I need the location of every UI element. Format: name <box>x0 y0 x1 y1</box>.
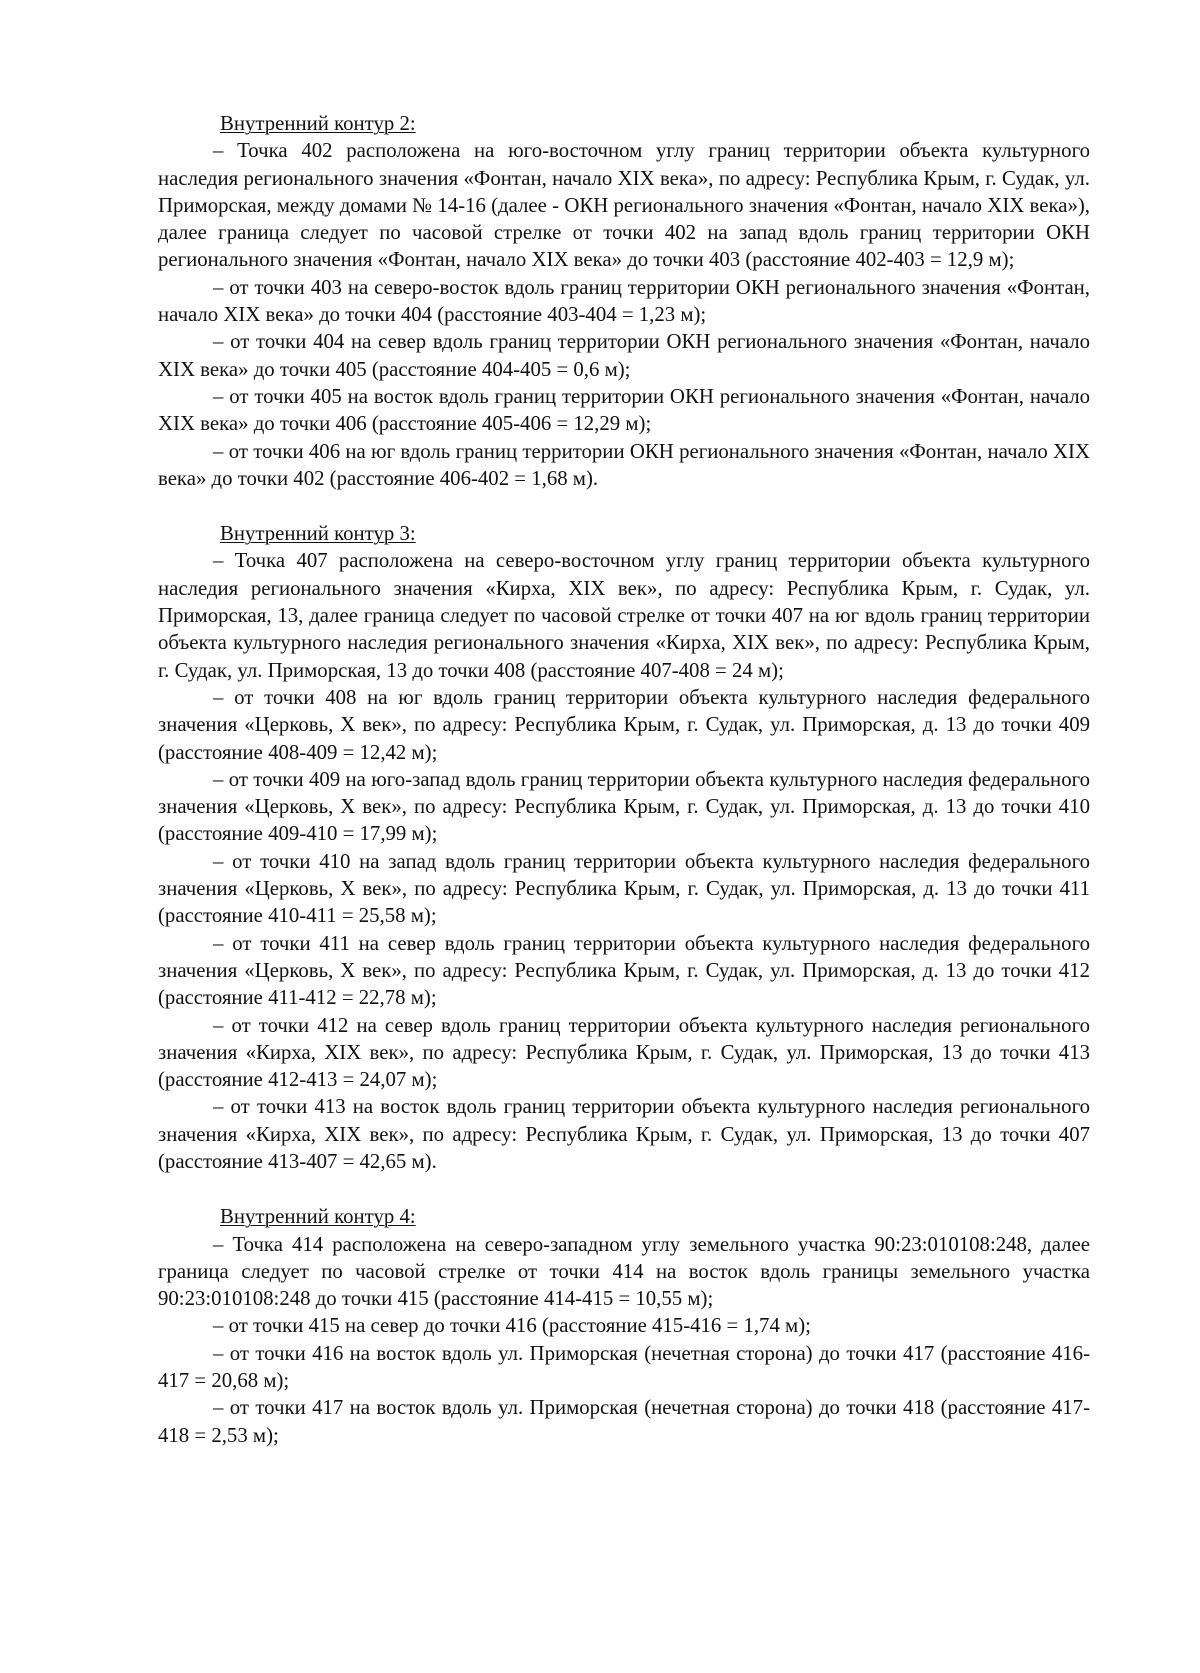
paragraph: – от точки 405 на восток вдоль границ территории ОКН регионального значения «Фонтан, начало XIX века» до точки 406 (расстояние 405-406 = 12,29 м); <box>158 384 1090 436</box>
paragraph: – от точки 403 на северо-восток вдоль границ территории ОКН регионального значения «Фонтан, начало XIX века» до точки 404 (расстояние 403-404 = 1,23 м); <box>158 275 1090 327</box>
section-inner-contour-4 <box>158 1203 1090 1449</box>
paragraph: – от точки 408 на юг вдоль границ территории объекта культурного наследия федерального значения «Церковь, X век», по адресу: Республика Крым, г. Судак, ул. Приморская, д. 13 до точки 409 (расстояние 408-409 = 12,42 м); <box>158 685 1090 764</box>
paragraph: – Точка 407 расположена на северо-восточном углу границ территории объекта культурного наследия регионального значения «Кирха, XIX век», по адресу: Республика Крым, г. Судак, ул. Приморская, 13, далее граница следует по часовой стрелке от точки 407 на юг вдоль границ территории объекта культурного наследия регионального значения «Кирха, XIX век», по адресу: Республика Крым, г. Судак, ул. Приморская, 13 до точки 408 (расстояние 407-408 = 24 м); <box>158 549 1090 682</box>
paragraph: – от точки 409 на юго-запад вдоль границ территории объекта культурного наследия федерального значения «Церковь, X век», по адресу: Республика Крым, г. Судак, ул. Приморская, д. 13 до точки 410 (расстояние 409-410 = 17,99 м); <box>158 767 1090 846</box>
paragraph: – от точки 411 на север вдоль границ территории объекта культурного наследия федерального значения «Церковь, X век», по адресу: Республика Крым, г. Судак, ул. Приморская, д. 13 до точки 412 (расстояние 411-412 = 22,78 м); <box>158 931 1090 1010</box>
paragraph: – от точки 417 на восток вдоль ул. Приморская (нечетная сторона) до точки 418 (расстояние 417-418 = 2,53 м); <box>158 1396 1090 1447</box>
paragraph: – от точки 413 на восток вдоль границ территории объекта культурного наследия регионального значения «Кирха, XIX век», по адресу: Республика Крым, г. Судак, ул. Приморская, 13 до точки 407 (расстояние 413-407 = 42,65 м). <box>158 1095 1090 1173</box>
section-heading: Внутренний контур 3: <box>220 522 416 546</box>
paragraph: – от точки 416 на восток вдоль ул. Приморская (нечетная сторона) до точки 417 (расстояние 416-417 = 20,68 м); <box>158 1341 1090 1393</box>
document-body <box>158 110 1090 1449</box>
paragraph: – от точки 415 на север до точки 416 (расстояние 415-416 = 1,74 м); <box>213 1314 811 1338</box>
paragraph: – от точки 406 на юг вдоль границ территории ОКН регионального значения «Фонтан, начало XIX века» до точки 402 (расстояние 406-402 = 1,68 м). <box>158 439 1090 490</box>
paragraph: – Точка 414 расположена на северо-западном углу земельного участка 90:23:010108:248, далее граница следует по часовой стрелке от точки 414 на восток вдоль границы земельного участка 90:23:010108:248 до точки 415 (расстояние 414-415 = 10,55 м); <box>158 1232 1090 1311</box>
section-inner-contour-3 <box>158 520 1090 1175</box>
paragraph: – от точки 412 на север вдоль границ территории объекта культурного наследия регионального значения «Кирха, XIX век», по адресу: Республика Крым, г. Судак, ул. Приморская, 13 до точки 413 (расстояние 412-413 = 24,07 м); <box>158 1013 1090 1092</box>
paragraph: – Точка 402 расположена на юго-восточном углу границ территории объекта культурного наследия регионального значения «Фонтан, начало XIX века», по адресу: Республика Крым, г. Судак, ул. Приморская, между домами № 14-16 (далее - ОКН регионального значения «Фонтан, начало XIX века»), далее граница следует по часовой стрелке от точки 402 на запад вдоль границ территории ОКН регионального значения «Фонтан, начало XIX века» до точки 403 (расстояние 402-403 = 12,9 м); <box>158 139 1090 272</box>
section-heading: Внутренний контур 2: <box>220 112 416 135</box>
paragraph: – от точки 410 на запад вдоль границ территории объекта культурного наследия федерального значения «Церковь, X век», по адресу: Республика Крым, г. Судак, ул. Приморская, д. 13 до точки 411 (расстояние 410-411 = 25,58 м); <box>158 849 1090 928</box>
section-heading: Внутренний контур 4: <box>220 1205 416 1229</box>
paragraph: – от точки 404 на север вдоль границ территории ОКН регионального значения «Фонтан, начало XIX века» до точки 405 (расстояние 404-405 = 0,6 м); <box>158 330 1090 381</box>
section-inner-contour-2 <box>158 110 1090 492</box>
